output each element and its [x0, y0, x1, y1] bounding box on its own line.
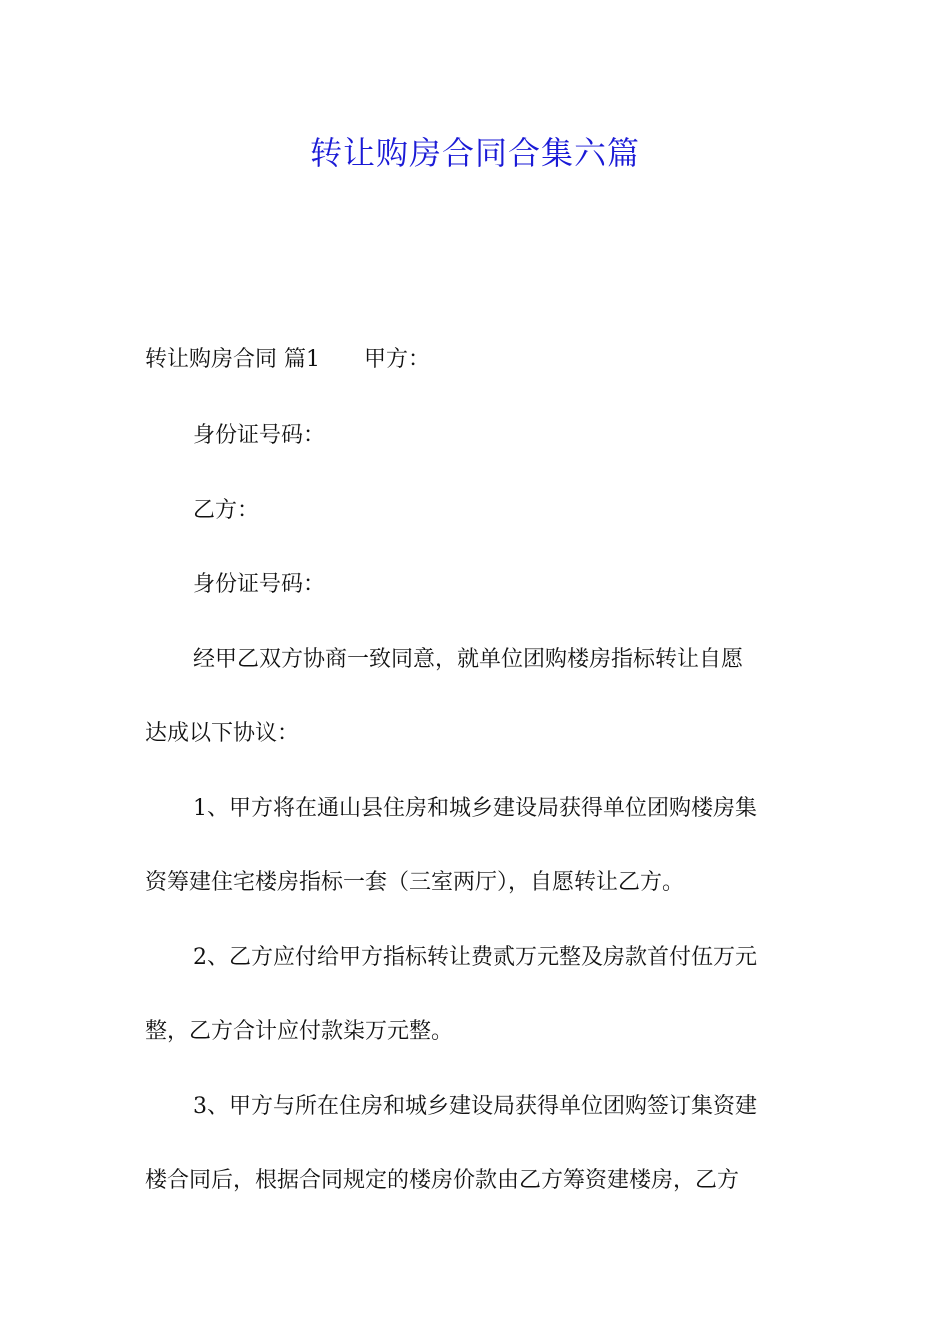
party-b-id-line: 身份证号码： — [193, 572, 326, 597]
clause-1-line: 1、甲方将在通山县住房和城乡建设局获得单位团购楼房集 — [193, 796, 757, 821]
party-a-id-line: 身份证号码： — [193, 423, 326, 448]
document-title: 转让购房合同合集六篇 — [309, 134, 640, 172]
clause-2-line: 整，乙方合计应付款柒万元整。 — [145, 1019, 454, 1044]
clause-2-line: 2、乙方应付给甲方指标转让费贰万元整及房款首付伍万元 — [193, 945, 757, 970]
paragraph-intro-line: 达成以下协议： — [145, 721, 300, 746]
section-label: 转让购房合同 篇1 — [145, 347, 320, 372]
party-b-line: 乙方： — [193, 498, 260, 523]
clause-3-line: 3、甲方与所在住房和城乡建设局获得单位团购签订集资建 — [193, 1094, 757, 1119]
clause-1-line: 资筹建住宅楼房指标一套（三室两厅），自愿转让乙方。 — [145, 870, 685, 895]
paragraph-intro-line: 经甲乙双方协商一致同意，就单位团购楼房指标转让自愿 — [193, 647, 744, 672]
party-a-label: 甲方： — [364, 347, 431, 372]
clause-3-line: 楼合同后，根据合同规定的楼房价款由乙方筹资建楼房，乙方 — [145, 1168, 740, 1193]
section-heading-line — [145, 345, 430, 375]
